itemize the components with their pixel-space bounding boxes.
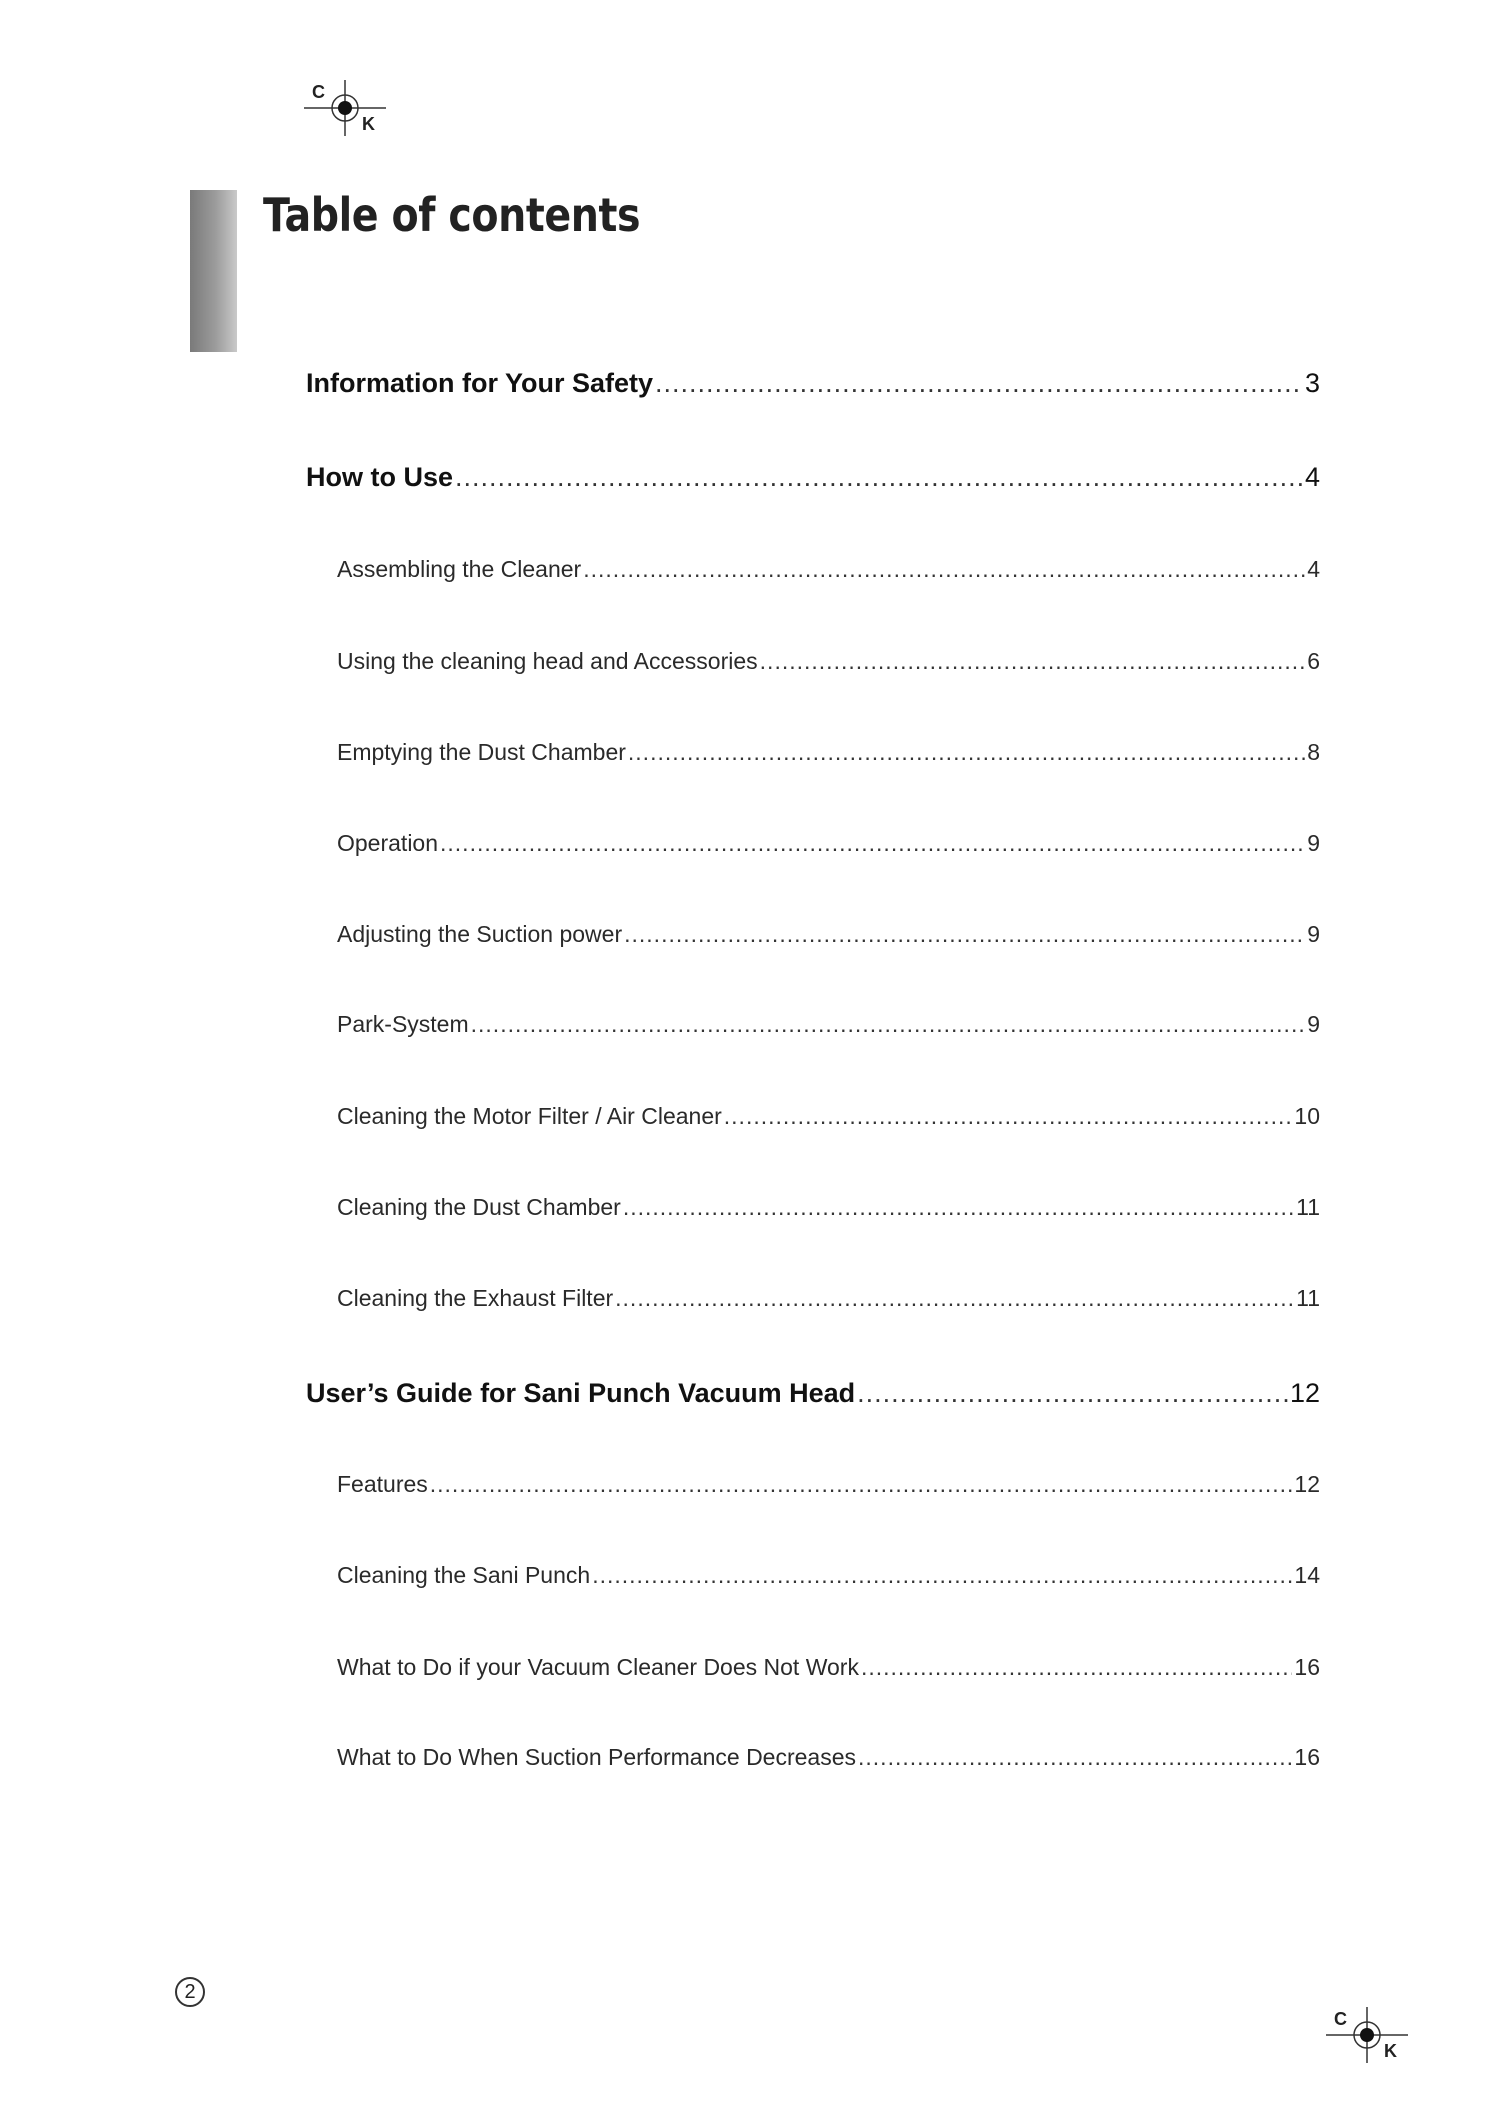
- toc-entry-page: 11: [1296, 1285, 1320, 1311]
- toc-entry-label: Park-System: [337, 1011, 469, 1037]
- toc-entry-page: 12: [1289, 1378, 1320, 1408]
- toc-entry-page: 9: [1307, 921, 1320, 947]
- toc-entry-page: 4: [1304, 462, 1320, 492]
- toc-entry-label: Operation: [337, 830, 439, 856]
- toc-entry-page: 11: [1296, 1194, 1320, 1220]
- toc-entry-label: Features: [337, 1471, 428, 1497]
- dot-leader: [455, 462, 1303, 493]
- toc-entry[interactable]: [337, 1744, 1320, 1771]
- dot-leader: [624, 921, 1305, 948]
- toc-entry[interactable]: [337, 1471, 1320, 1498]
- toc-entry[interactable]: [337, 1103, 1320, 1130]
- reg-k-label: K: [1384, 2041, 1397, 2061]
- toc-entry[interactable]: [306, 462, 1320, 493]
- toc-entry[interactable]: [306, 1378, 1320, 1409]
- toc-entry-label: Assembling the Cleaner: [337, 556, 582, 582]
- dot-leader: [471, 1011, 1306, 1038]
- dot-leader: [592, 1562, 1292, 1589]
- dot-leader: [440, 830, 1305, 857]
- toc-entry-page: 16: [1294, 1654, 1320, 1680]
- crosshair-icon: [1322, 2005, 1412, 2065]
- toc-entry-page: 4: [1307, 556, 1320, 582]
- dot-leader: [655, 368, 1303, 399]
- page-number: 2: [175, 1977, 205, 2007]
- toc-entry-label: Emptying the Dust Chamber: [337, 739, 626, 765]
- toc-entry[interactable]: [337, 1562, 1320, 1589]
- dot-leader: [724, 1103, 1293, 1130]
- toc-entry-label: Cleaning the Sani Punch: [337, 1562, 591, 1588]
- dot-leader: [857, 1378, 1288, 1409]
- toc-entry-label: Adjusting the Suction power: [337, 921, 623, 947]
- dot-leader: [861, 1654, 1292, 1681]
- dot-leader: [623, 1194, 1294, 1221]
- toc-entry-page: 16: [1294, 1744, 1320, 1770]
- toc-entry-label: Cleaning the Exhaust Filter: [337, 1285, 614, 1311]
- toc-entry-label: What to Do if your Vacuum Cleaner Does Not Work: [337, 1654, 859, 1680]
- page-title: Table of contents: [263, 188, 641, 242]
- toc-entry-page: 6: [1307, 648, 1320, 674]
- reg-c-label: C: [1334, 2009, 1347, 2029]
- toc-entry-page: 9: [1307, 830, 1320, 856]
- toc-entry[interactable]: [337, 648, 1320, 675]
- toc-entry[interactable]: [337, 1194, 1320, 1221]
- toc-entry-page: 3: [1304, 368, 1320, 398]
- toc-entry[interactable]: [306, 368, 1320, 399]
- toc-entry-label: Cleaning the Dust Chamber: [337, 1194, 621, 1220]
- toc-entry-label: Using the cleaning head and Accessories: [337, 648, 758, 674]
- reg-c-label: C: [312, 82, 325, 102]
- registration-mark-bottom: [1322, 2005, 1412, 2065]
- dot-leader: [430, 1471, 1293, 1498]
- toc-entry-label: Information for Your Safety: [306, 368, 654, 398]
- toc-entry[interactable]: [337, 1654, 1320, 1681]
- crosshair-icon: [300, 78, 390, 138]
- toc-entry-label: User’s Guide for Sani Punch Vacuum Head: [306, 1378, 856, 1408]
- dot-leader: [583, 556, 1305, 583]
- dot-leader: [628, 739, 1305, 766]
- toc-entry-page: 10: [1294, 1103, 1320, 1129]
- toc-entry-label: What to Do When Suction Performance Decreases: [337, 1744, 857, 1770]
- toc-entry-page: 8: [1307, 739, 1320, 765]
- toc-entry[interactable]: [337, 1011, 1320, 1038]
- toc-entry[interactable]: [337, 830, 1320, 857]
- toc-entry[interactable]: [337, 1285, 1320, 1312]
- toc-entry-page: 14: [1294, 1562, 1320, 1588]
- dot-leader: [858, 1744, 1292, 1771]
- toc-entry-label: Cleaning the Motor Filter / Air Cleaner: [337, 1103, 722, 1129]
- dot-leader: [615, 1285, 1294, 1312]
- toc-entry-page: 9: [1307, 1011, 1320, 1037]
- title-accent-bar: [190, 190, 237, 352]
- toc-entry[interactable]: [337, 556, 1320, 583]
- registration-mark-top: [300, 78, 390, 138]
- dot-leader: [760, 648, 1306, 675]
- toc-entry[interactable]: [337, 921, 1320, 948]
- toc-entry-label: How to Use: [306, 462, 454, 492]
- toc-entry-page: 12: [1294, 1471, 1320, 1497]
- toc-entry[interactable]: [337, 739, 1320, 766]
- reg-k-label: K: [362, 114, 375, 134]
